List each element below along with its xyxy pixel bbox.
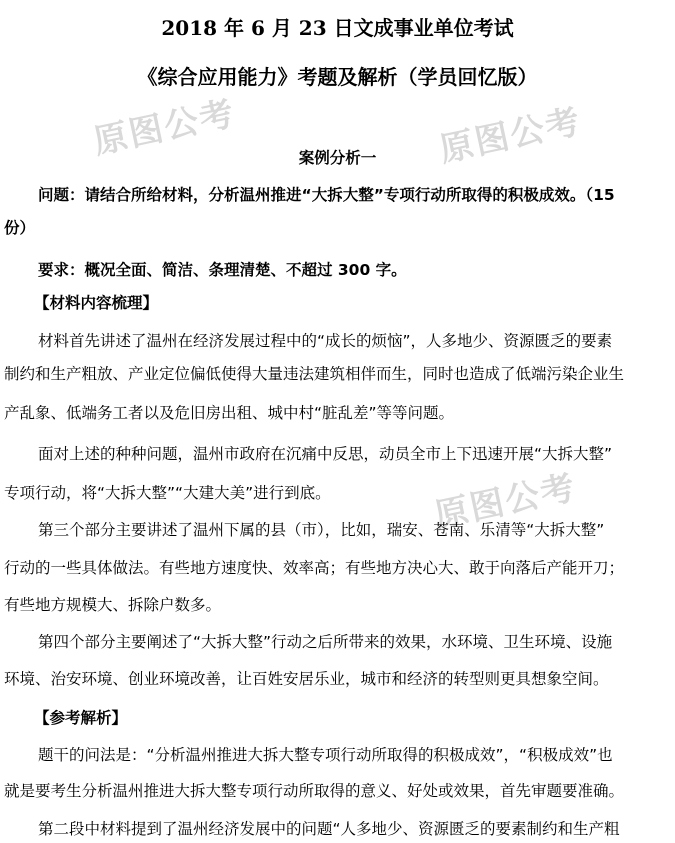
material-heading: 【材料内容梳理】 [34,294,159,312]
watermark: 原图公考 [436,101,586,171]
question-line: 份） [4,219,36,237]
paragraph-line: 行动的一些具体做法。有些地方速度快、效率高；有些地方决心大、敢于向落后产能开刀； [4,559,625,577]
paragraph-line: 第三个部分主要讲述了温州下属的县（市），比如，瑞安、苍南、乐清等“大拆大整” [38,521,605,539]
document-title: 2018 年 6 月 23 日文成事业单位考试 [161,16,514,40]
reference-heading: 【参考解析】 [34,709,128,727]
case-heading: 案例分析一 [298,149,377,167]
paragraph-line: 专项行动，将“大拆大整”“大建大美”进行到底。 [4,484,331,502]
paragraph-line: 第四个部分主要阐述了“大拆大整”行动之后所带来的效果，水环境、卫生环境、设施 [38,633,613,651]
paragraph-line: 产乱象、低端务工者以及危旧房出租、城中村“脏乱差”等等问题。 [4,404,455,422]
paragraph-line: 制约和生产粗放、产业定位偏低使得大量违法建筑相伴而生，同时也造成了低端污染企业生 [4,365,625,383]
watermark: 原图公考 [431,467,581,537]
document-subtitle: 《综合应用能力》考题及解析（学员回忆版） [137,65,538,89]
paragraph-line: 材料首先讲述了温州在经济发展过程中的“成长的烦恼”，人多地少、资源匮乏的要素 [38,332,613,350]
paragraph-line: 环境、治安环境、创业环境改善，让百姓安居乐业，城市和经济的转型则更具想象空间。 [4,670,609,688]
paragraph-line: 有些地方规模大、拆除户数多。 [4,596,222,614]
paragraph-line: 面对上述的种种问题，温州市政府在沉痛中反思，动员全市上下迅速开展“大拆大整” [38,445,613,463]
requirement: 要求：概况全面、简洁、条理清楚、不超过 300 字。 [38,261,407,279]
watermark: 原图公考 [90,93,240,163]
paragraph-line: 题干的问法是：“分析温州推进大拆大整专项行动所取得的积极成效”，“积极成效”也 [38,746,613,764]
question-line: 问题：请结合所给材料，分析温州推进“大拆大整”专项行动所取得的积极成效。（15 [38,186,615,204]
paragraph-line: 就是要考生分析温州推进大拆大整专项行动所取得的意义、好处或效果，首先审题要准确。 [4,782,625,800]
paragraph-line: 第二段中材料提到了温州经济发展中的问题“人多地少、资源匮乏的要素制约和生产粗 [38,820,620,838]
